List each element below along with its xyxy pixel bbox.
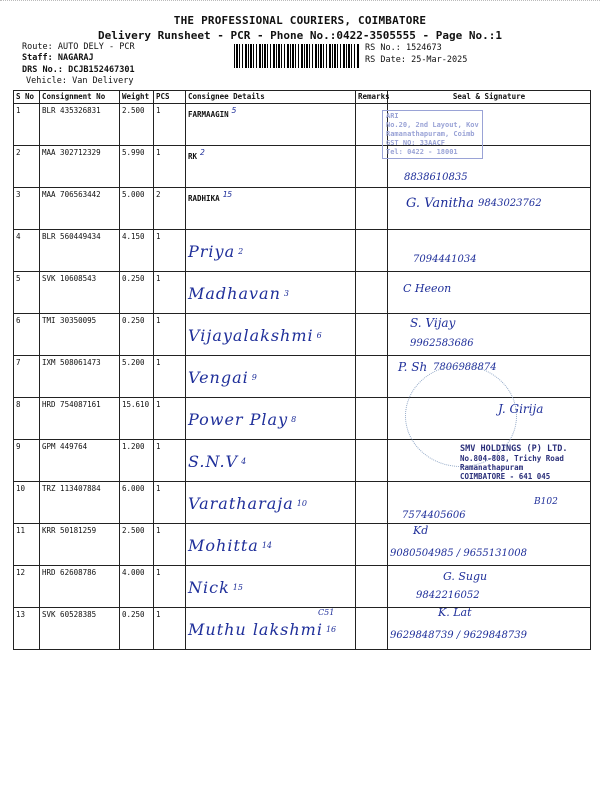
cell-remarks: [356, 398, 388, 440]
cell-weight: 0.250: [120, 608, 154, 650]
table-row: [14, 482, 591, 524]
cell-pcs: 1: [154, 146, 186, 188]
receiver-signature: C Heeon: [403, 282, 452, 295]
cell-remarks: [356, 566, 388, 608]
cell-consignee: [186, 398, 356, 440]
cell-consignee: [186, 188, 356, 230]
cell-pcs: 1: [154, 230, 186, 272]
cell-consignee: [186, 272, 356, 314]
cell-consignment-no: IXM 508061473: [40, 356, 120, 398]
col-header-consignment: Consignment No: [40, 91, 120, 104]
staff-line: [22, 53, 94, 64]
cell-consignment-no: MAA 302712329: [40, 146, 120, 188]
consignee-handwritten-name: Varatharaja: [188, 494, 294, 513]
receiver-signature: P. Sh: [398, 360, 428, 374]
table-row: [14, 146, 591, 188]
col-header-consignee: Consignee Details: [186, 91, 356, 104]
cell-seal-signature: [388, 566, 591, 608]
cell-consignment-no: HRD 754087161: [40, 398, 120, 440]
delivery-sequence-mark: 16: [325, 624, 337, 634]
consignee-typed-name: FARMAAGIN 5: [188, 106, 237, 119]
receiver-phone: 7806988874: [433, 362, 497, 373]
consignee-handwritten-name: S.N.V: [188, 452, 239, 471]
cell-pcs: 1: [154, 272, 186, 314]
cell-remarks: [356, 608, 388, 650]
cell-sno: 11: [14, 524, 40, 566]
cell-consignee: [186, 482, 356, 524]
cell-consignment-no: GPM 449764: [40, 440, 120, 482]
col-header-remarks: Remarks: [356, 91, 388, 104]
route-line: [22, 42, 135, 53]
delivery-sequence-mark: 5: [231, 106, 237, 115]
cell-pcs: 1: [154, 524, 186, 566]
cell-pcs: 1: [154, 314, 186, 356]
cell-seal-signature: [388, 230, 591, 272]
receiver-phone: 9080504985 / 9655131008: [390, 548, 527, 559]
table-row: [14, 524, 591, 566]
cell-pcs: 1: [154, 356, 186, 398]
col-header-weight: Weight: [120, 91, 154, 104]
company-title: THE PROFESSIONAL COURIERS, COIMBATORE: [173, 14, 427, 27]
rs-no-label: RS No.:: [365, 43, 401, 53]
cell-sno: 4: [14, 230, 40, 272]
rs-date-label: RS Date:: [365, 55, 406, 65]
cell-consignee: [186, 356, 356, 398]
cell-remarks: [356, 356, 388, 398]
cell-sno: 9: [14, 440, 40, 482]
delivery-sequence-mark: 4: [241, 456, 247, 466]
cell-remarks: [356, 524, 388, 566]
consignee-handwritten-name: Mohitta: [188, 536, 259, 555]
receiver-signature: G. Sugu: [443, 570, 488, 583]
cell-consignment-no: TRZ 113407884: [40, 482, 120, 524]
cell-consignee: [186, 314, 356, 356]
delivery-sequence-mark: 15: [232, 582, 243, 592]
vehicle-label: Vehicle:: [26, 76, 67, 86]
consignee-typed-name: RK 2: [188, 148, 205, 161]
cell-remarks: [356, 314, 388, 356]
cell-pcs: 2: [154, 188, 186, 230]
receiver-signature: J. Girija: [498, 402, 544, 416]
delivery-sequence-mark: 8: [291, 414, 297, 424]
cell-remarks: [356, 230, 388, 272]
cell-weight: 0.250: [120, 314, 154, 356]
cell-weight: 5.990: [120, 146, 154, 188]
cell-consignment-no: BLR 435326831: [40, 104, 120, 146]
cell-remarks: [356, 482, 388, 524]
cell-seal-signature: [388, 482, 591, 524]
consignee-handwritten-name: Priya: [188, 242, 236, 261]
drs-line: [22, 65, 135, 76]
cell-seal-signature: [388, 608, 591, 650]
cell-sno: 5: [14, 272, 40, 314]
cell-sno: 12: [14, 566, 40, 608]
cell-pcs: 1: [154, 398, 186, 440]
cell-weight: 2.500: [120, 524, 154, 566]
receiver-signature: S. Vijay: [410, 316, 456, 330]
table-row: [14, 608, 591, 650]
cell-seal-signature: [388, 272, 591, 314]
cell-consignment-no: BLR 560449434: [40, 230, 120, 272]
receiver-phone: 9962583686: [410, 338, 474, 349]
cell-sno: 3: [14, 188, 40, 230]
cell-sno: 7: [14, 356, 40, 398]
cell-consignment-no: HRD 62608786: [40, 566, 120, 608]
row10-extra-mark: B102: [534, 497, 558, 507]
receiver-signature: Kd: [413, 524, 429, 537]
cell-sno: 6: [14, 314, 40, 356]
table-row: [14, 230, 591, 272]
receiver-phone: 7574405606: [402, 510, 466, 521]
cell-sno: 13: [14, 608, 40, 650]
receiver-signature: K. Lat: [438, 606, 472, 619]
cell-sno: 10: [14, 482, 40, 524]
receiver-phone: 8838610835: [404, 172, 468, 183]
cell-remarks: [356, 188, 388, 230]
cell-pcs: 1: [154, 104, 186, 146]
cell-consignment-no: KRR 50181259: [40, 524, 120, 566]
cell-pcs: 1: [154, 440, 186, 482]
row13-extra-mark: C51: [318, 608, 335, 617]
cell-weight: 15.610: [120, 398, 154, 440]
cell-consignee: [186, 230, 356, 272]
route-value: AUTO DELY - PCR: [57, 42, 135, 52]
cell-seal-signature: [388, 314, 591, 356]
delivery-sequence-mark: 15: [222, 190, 233, 199]
barcode-image: [234, 44, 360, 68]
drs-value: DCJB152467301: [68, 65, 135, 75]
rs-no-value: 1524673: [405, 43, 442, 53]
table-row: [14, 314, 591, 356]
table-row: [14, 104, 591, 146]
consignee-handwritten-name: Nick: [188, 578, 230, 597]
cell-sno: 2: [14, 146, 40, 188]
drs-label: DRS No.:: [22, 65, 63, 75]
table-row: [14, 188, 591, 230]
cell-remarks: [356, 272, 388, 314]
cell-weight: 5.200: [120, 356, 154, 398]
delivery-sequence-mark: 3: [283, 288, 289, 298]
route-label: Route:: [22, 42, 53, 52]
row9-company-stamp: SMV HOLDINGS (P) LTD. No.804-808, Trichy Road Ramanathapuram COIMBATORE - 641 045: [460, 444, 568, 481]
cell-weight: 6.000: [120, 482, 154, 524]
delivery-sequence-mark: 14: [261, 540, 273, 550]
cell-consignee: [186, 524, 356, 566]
cell-consignee: [186, 146, 356, 188]
receiver-phone: 9629848739 / 9629848739: [390, 630, 527, 641]
delivery-sequence-mark: 9: [251, 372, 257, 382]
delivery-sequence-mark: 10: [296, 498, 307, 508]
table-row: [14, 272, 591, 314]
cell-weight: 0.250: [120, 272, 154, 314]
row1-company-stamp: ARI No.20, 2nd Layout, Kov Ramanathapuram, Coimb GST NO: 33AACF Tel: 0422 - 18001: [382, 110, 483, 159]
cell-pcs: 1: [154, 566, 186, 608]
cell-seal-signature: [388, 188, 591, 230]
cell-consignee: [186, 566, 356, 608]
cell-consignee: [186, 104, 356, 146]
consignee-handwritten-name: Madhavan: [188, 284, 281, 303]
cell-consignment-no: TMI 30350095: [40, 314, 120, 356]
cell-pcs: 1: [154, 608, 186, 650]
table-header-row: [14, 91, 591, 104]
runsheet-table: [13, 90, 591, 650]
vehicle-value: Van Delivery: [72, 76, 134, 86]
delivery-sequence-mark: 2: [200, 148, 205, 157]
consignee-handwritten-name: Vengai: [188, 368, 249, 387]
staff-value: NAGARAJ: [57, 53, 94, 63]
cell-consignment-no: MAA 706563442: [40, 188, 120, 230]
table-row: [14, 566, 591, 608]
cell-sno: 8: [14, 398, 40, 440]
cell-sno: 1: [14, 104, 40, 146]
col-header-pcs: PCS: [154, 91, 186, 104]
rs-no-line: [365, 43, 442, 54]
cell-weight: 5.000: [120, 188, 154, 230]
cell-remarks: [356, 440, 388, 482]
runsheet-subtitle: Delivery Runsheet - PCR - Phone No.:0422-3505555 - Page No.:1: [98, 29, 502, 42]
consignee-handwritten-name: Muthu lakshmi: [188, 620, 323, 639]
consignee-handwritten-name: Vijayalakshmi: [188, 326, 314, 345]
cell-weight: 2.500: [120, 104, 154, 146]
consignee-handwritten-name: Power Play: [188, 410, 289, 429]
cell-weight: 4.000: [120, 566, 154, 608]
cell-weight: 1.200: [120, 440, 154, 482]
rs-date-line: [365, 55, 467, 66]
cell-consignment-no: SVK 60528385: [40, 608, 120, 650]
cell-pcs: 1: [154, 482, 186, 524]
cell-consignee: [186, 440, 356, 482]
receiver-phone: 9842216052: [416, 590, 480, 601]
cell-consignment-no: SVK 10608543: [40, 272, 120, 314]
staff-label: Staff:: [22, 53, 53, 63]
receiver-phone: 9843023762: [478, 198, 542, 209]
receiver-signature: G. Vanitha: [406, 196, 475, 211]
rs-date-value: 25-Mar-2025: [411, 55, 468, 65]
cell-seal-signature: [388, 524, 591, 566]
consignee-typed-name: RADHIKA 15: [188, 190, 233, 203]
delivery-sequence-mark: 6: [316, 330, 322, 340]
receiver-phone: 7094441034: [413, 254, 477, 265]
cell-weight: 4.150: [120, 230, 154, 272]
col-header-sno: S No: [14, 91, 40, 104]
delivery-sequence-mark: 2: [238, 246, 244, 256]
col-header-seal: Seal & Signature: [388, 91, 591, 104]
vehicle-line: [26, 76, 134, 87]
page-top-edge: [0, 0, 600, 5]
